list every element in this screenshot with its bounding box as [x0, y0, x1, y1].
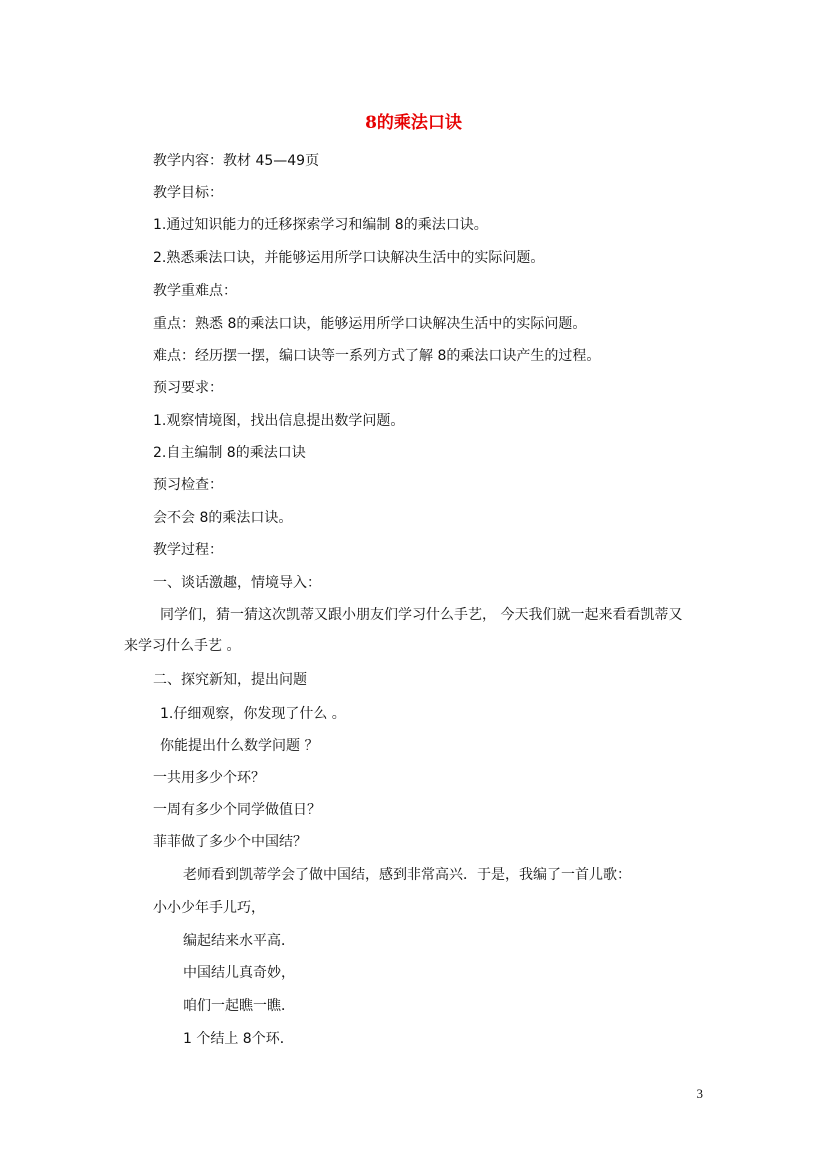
text-line-key-point: 重点：熟悉 8的乘法口诀，能够运用所学口诀解决生活中的实际问题。 — [153, 316, 587, 332]
text-line-preview-2: 2.自主编制 8的乘法口诀 — [153, 445, 306, 461]
text-line-intro-1: 同学们，猜一猜这次凯蒂又跟小朋友们学习什么手艺， 今天我们就一起来看看凯蒂又 — [160, 607, 683, 623]
text-line-goal-2: 2.熟悉乘法口诀，并能够运用所学口诀解决生活中的实际问题。 — [153, 250, 545, 266]
text-line-process-heading: 教学过程： — [153, 542, 223, 558]
text-line-section-2: 二、探究新知，提出问题 — [153, 672, 307, 688]
text-line-check-heading: 预习检查： — [153, 477, 223, 493]
text-line-intro-2: 来学习什么手艺 。 — [124, 638, 241, 654]
text-line-section-1: 一、谈话激趣，情境导入： — [153, 575, 321, 591]
text-line-song-4: 咱们一起瞧一瞧． — [183, 998, 295, 1014]
text-line-song-2: 编起结来水平高． — [183, 933, 295, 949]
text-line-preview-heading: 预习要求： — [153, 380, 223, 396]
text-line-content: 教学内容：教材 45—49页 — [153, 153, 320, 169]
text-line-song-1: 小小少年手儿巧， — [153, 900, 265, 916]
text-line-question-3: 菲菲做了多少个中国结？ — [153, 834, 307, 850]
text-line-difficult-point: 难点：经历摆一摆，编口诀等一系列方式了解 8的乘法口诀产生的过程。 — [153, 348, 601, 364]
page-number: 3 — [696, 1086, 703, 1101]
text-line-goals-heading: 教学目标： — [153, 185, 223, 201]
text-line-teacher: 老师看到凯蒂学会了做中国结，感到非常高兴．于是，我编了一首儿歌： — [183, 867, 631, 883]
document-title: 8的乘法口诀 — [365, 113, 462, 133]
text-line-preview-1: 1.观察情境图，找出信息提出数学问题。 — [153, 413, 405, 429]
text-line-question-1: 一共用多少个环？ — [153, 770, 265, 786]
text-line-song-3: 中国结儿真奇妙， — [183, 965, 295, 981]
text-line-question-2: 一周有多少个同学做值日？ — [153, 802, 321, 818]
text-line-goal-1: 1.通过知识能力的迁移探索学习和编制 8的乘法口诀。 — [153, 217, 488, 233]
text-line-question-prompt: 你能提出什么数学问题 ？ — [160, 738, 319, 754]
text-line-observe: 1.仔细观察，你发现了什么 。 — [160, 706, 346, 722]
text-line-check: 会不会 8的乘法口诀。 — [153, 510, 293, 526]
text-line-song-5: 1 个结上 8个环． — [183, 1031, 294, 1047]
text-line-keypoints-heading: 教学重难点： — [153, 283, 237, 299]
